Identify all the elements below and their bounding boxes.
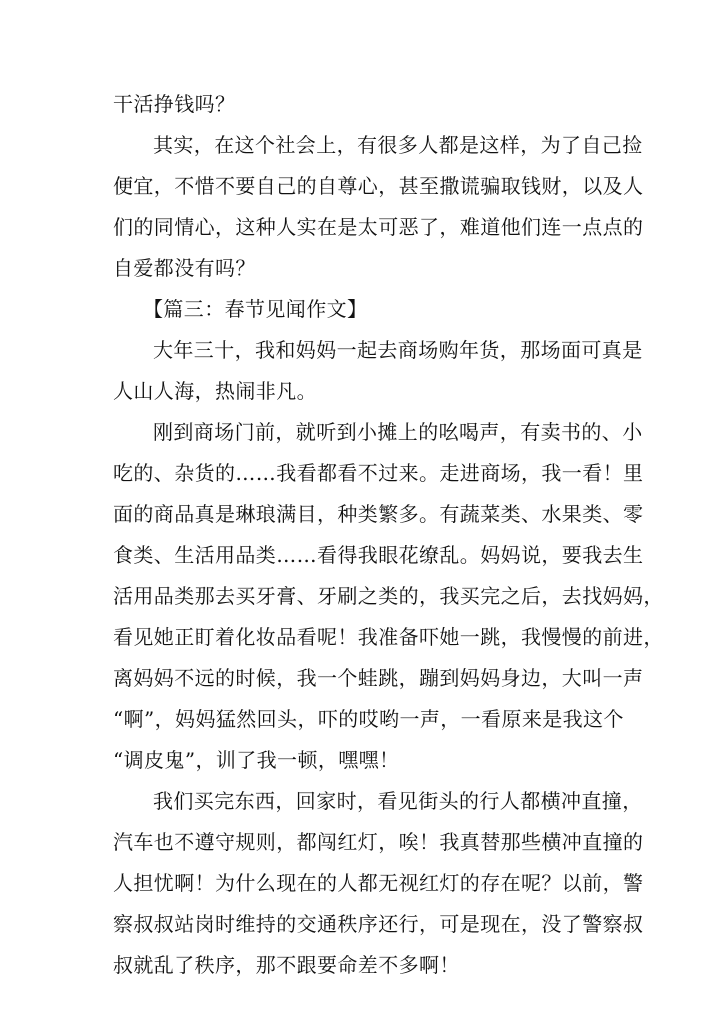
text-line: 面的商品真是琳琅满目，种类繁多。有蔬菜类、水果类、零 [113,502,644,526]
text-line: 人山人海，热闹非凡。 [113,379,317,403]
text-line: 吃的、杂货的……我看都看不过来。走进商场，我一看！里 [113,461,644,485]
text-line: 人担忧啊！为什么现在的人都无视红灯的存在呢？以前，警 [113,871,644,895]
paragraph-first-line: 大年三十，我和妈妈一起去商场购年货，那场面可真是 [153,338,643,362]
text-line: 看见她正盯着化妆品看呢！我准备吓她一跳，我慢慢的前进， [113,625,664,649]
paragraph-first-line: 其实，在这个社会上，有很多人都是这样，为了自己捡 [153,133,643,157]
text-line: 汽车也不遵守规则，都闯红灯，唉！我真替那些横冲直撞的 [113,830,644,854]
text-line: “啊”，妈妈猛然回头，吓的哎哟一声，一看原来是我这个 [113,707,624,731]
text-line: 食类、生活用品类……看得我眼花缭乱。妈妈说，要我去生 [113,543,644,567]
text-line: 离妈妈不远的时候，我一个蛙跳，蹦到妈妈身边，大叫一声 [113,666,644,690]
text-line: “调皮鬼”，训了我一顿，嘿嘿！ [113,748,400,772]
paragraph-first-line: 我们买完东西，回家时，看见街头的行人都横冲直撞， [153,789,643,813]
text-line: 活用品类那去买牙膏、牙刷之类的，我买完之后，去找妈妈， [113,584,664,608]
text-line: 们的同情心，这种人实在是太可恶了，难道他们连一点点的 [113,215,644,239]
section-heading: 【篇三：春节见闻作文】 [143,297,368,321]
text-line: 叔就乱了秩序，那不跟要命差不多啊！ [113,953,460,977]
paragraph-first-line: 刚到商场门前，就听到小摊上的吆喝声，有卖书的、小 [153,420,643,444]
text-line: 自爱都没有吗？ [113,256,256,280]
text-line: 察叔叔站岗时维持的交通秩序还行，可是现在，没了警察叔 [113,912,644,936]
text-line: 便宜，不惜不要自己的自尊心，甚至撒谎骗取钱财，以及人 [113,174,644,198]
text-line: 干活挣钱吗？ [113,92,236,116]
